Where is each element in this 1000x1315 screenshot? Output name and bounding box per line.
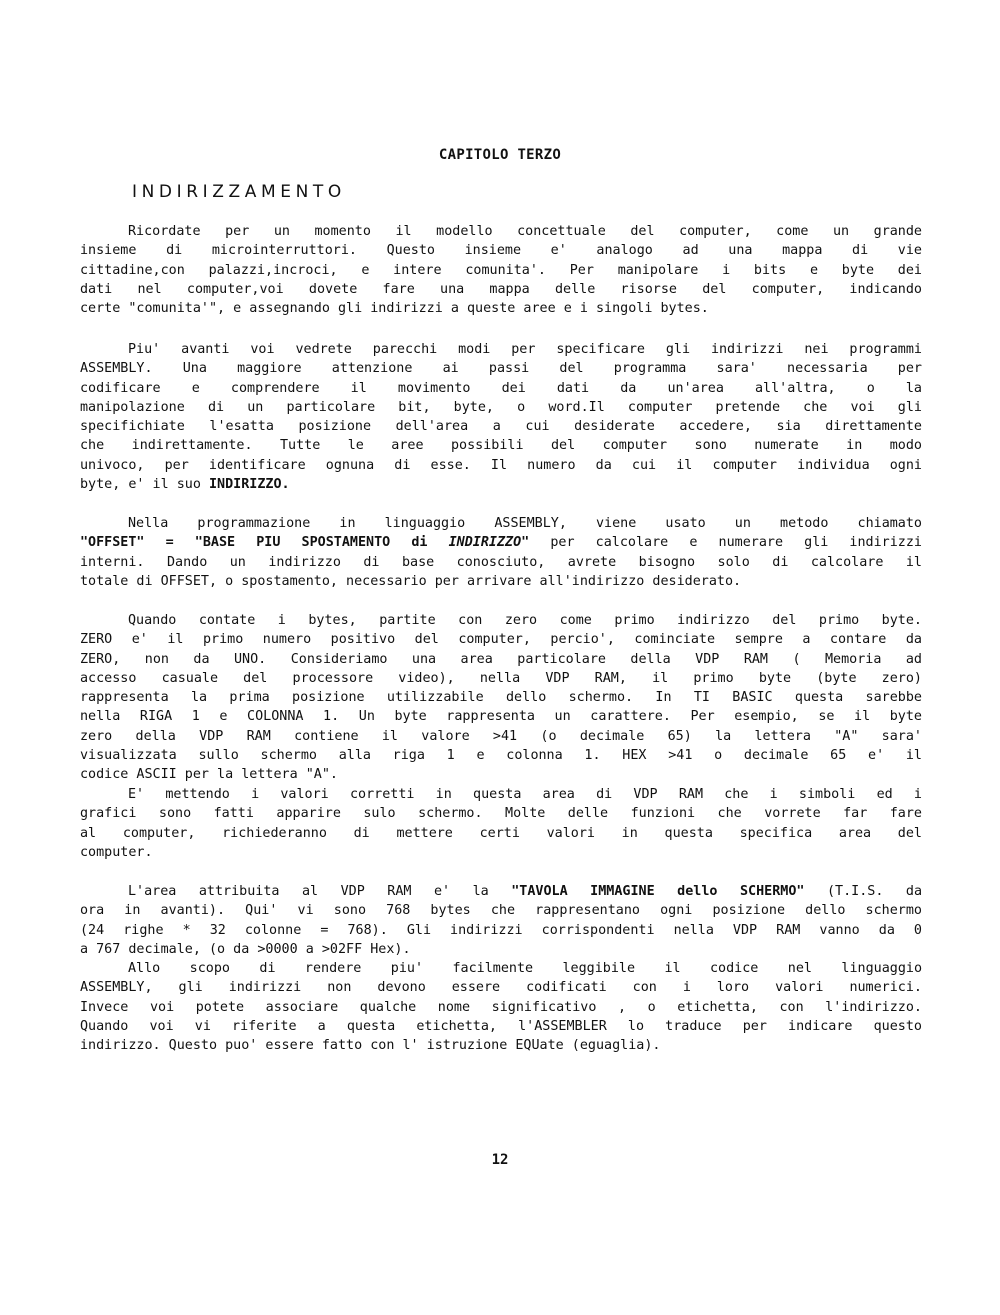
paragraph-2 bbox=[80, 340, 922, 494]
text-line: rappresenta la prima posizione utilizzabile dello schermo. In TI BASIC questa sarebbe bbox=[80, 690, 922, 706]
text-line: indirizzo. Questo puo' essere fatto con l' istruzione EQUate (eguaglia). bbox=[80, 1038, 661, 1054]
text-line: codificare e comprendere il movimento dei dati da un'area all'altra, o la bbox=[80, 380, 922, 396]
text-line: Nella programmazione in linguaggio ASSEMBLY, viene usato un metodo chiamato bbox=[128, 516, 922, 531]
text-line bbox=[80, 533, 922, 552]
text-line: insieme di microinterruttori. Questo insieme e' analogo ad una mappa di vie bbox=[80, 243, 922, 259]
text-line: Piu' avanti voi vedrete parecchi modi per specificare gli indirizzi nei programmi bbox=[128, 342, 922, 357]
text-line: codice ASCII per la lettera "A". bbox=[80, 767, 338, 783]
paragraph-6 bbox=[80, 882, 922, 959]
text-line: dati nel computer,voi dovete fare una mappa delle risorse del computer, indicando bbox=[80, 281, 922, 297]
text-line: grafici sono fatti apparire sulo schermo. Molte delle funzioni che vorrete far fare bbox=[80, 806, 922, 822]
text-line: cittadine,con palazzi,incroci, e intere comunita'. Per manipolare i bits e byte dei bbox=[80, 262, 922, 278]
text-line bbox=[80, 882, 922, 901]
text-line: Quando voi vi riferite a questa etichetta, l'ASSEMBLER lo traduce per indicare questo bbox=[80, 1018, 922, 1034]
text-line: ZERO e' il primo numero positivo del computer, percio', cominciate sempre a contare da bbox=[80, 632, 922, 648]
text-line: ASSEMBLY. Una maggiore attenzione ai passi del programma sara' necessaria per bbox=[80, 361, 922, 377]
text-line: univoco, per identificare ognuna di esse. Il numero da cui il computer individua ogni bbox=[80, 457, 922, 473]
text-line: nella RIGA 1 e COLONNA 1. Un byte rappresenta un carattere. Per esempio, se il byte bbox=[80, 709, 922, 725]
text-line: ZERO, non da UNO. Consideriamo una area particolare della VDP RAM ( Memoria ad bbox=[80, 651, 922, 667]
text-line: al computer, richiederanno di mettere certi valori in questa specifica area del bbox=[80, 825, 922, 841]
text-line: ora in avanti). Qui' vi sono 768 bytes che rappresentano ogni posizione dello schermo bbox=[80, 903, 922, 919]
text-line bbox=[80, 475, 922, 494]
text-run: per calcolare e numerare gli indirizzi bbox=[529, 535, 922, 551]
text-run: byte, e' il suo bbox=[80, 477, 209, 493]
text-run: (T.I.S. da bbox=[804, 884, 923, 899]
text-run: L'area attribuita al VDP RAM e' la bbox=[128, 884, 512, 899]
text-line: Ricordate per un momento il modello concettuale del computer, come un grande bbox=[128, 224, 922, 239]
text-line: visualizzata sullo schermo alla riga 1 e colonna 1. HEX >41 o decimale 65 e' il bbox=[80, 748, 922, 764]
paragraph-4 bbox=[80, 611, 922, 785]
text-line: manipolazione di un particolare bit, byte, o word.Il computer pretende che voi gli bbox=[80, 399, 922, 415]
text-line: a 767 decimale, (o da >0000 a >02FF Hex). bbox=[80, 941, 411, 957]
chapter-heading: CAPITOLO TERZO bbox=[438, 147, 562, 163]
section-title: INDIRIZZAMENTO bbox=[132, 182, 346, 202]
text-line: totale di OFFSET, o spostamento, necessario per arrivare all'indirizzo desiderato. bbox=[80, 573, 742, 589]
bold-term: "OFFSET" = "BASE PIU SPOSTAMENTO di bbox=[80, 535, 449, 551]
text-line: interni. Dando un indirizzo di base conosciuto, avrete bisogno solo di calcolare il bbox=[80, 554, 922, 570]
text-line: zero della VDP RAM contiene il valore >41 (o decimale 65) la lettera "A" sara' bbox=[80, 728, 922, 744]
text-line: Invece voi potete associare qualche nome significativo , o etichetta, con l'indirizzo. bbox=[80, 999, 922, 1015]
text-line: che indirettamente. Tutte le aree possibili del computer sono numerate in modo bbox=[80, 438, 922, 454]
text-line: Allo scopo di rendere piu' facilmente leggibile il codice nel linguaggio bbox=[128, 961, 922, 976]
paragraph-7 bbox=[80, 959, 922, 1055]
bold-term: "TAVOLA IMMAGINE dello SCHERMO" bbox=[511, 884, 805, 899]
text-line: Quando contate i bytes, partite con zero come primo indirizzo del primo byte. bbox=[128, 613, 922, 628]
text-line: E' mettendo i valori corretti in questa area di VDP RAM che i simboli ed i bbox=[128, 787, 922, 802]
text-line: accesso casuale del processore video), nella VDP RAM, il primo byte (byte zero) bbox=[80, 670, 922, 686]
paragraph-3 bbox=[80, 514, 922, 591]
text-line: ASSEMBLY, gli indirizzi non devono essere codificati con i loro valori numerici. bbox=[80, 980, 922, 996]
text-line: certe "comunita'", e assegnando gli indirizzi a queste aree e i singoli bytes. bbox=[80, 301, 709, 317]
text-line: (24 righe * 32 colonne = 768). Gli indirizzi corrispondenti nella VDP RAM vanno da 0 bbox=[80, 922, 922, 938]
bold-term: INDIRIZZO. bbox=[209, 477, 290, 493]
paragraph-5 bbox=[80, 785, 922, 862]
text-line: specifichiate l'esatta posizione dell'area a cui desiderate accedere, sia direttamente bbox=[80, 419, 922, 435]
paragraph-1 bbox=[80, 222, 922, 318]
bold-italic-term: INDIRIZZO" bbox=[448, 535, 530, 551]
text-line: computer. bbox=[80, 844, 153, 860]
page-number: 12 bbox=[491, 1152, 509, 1168]
